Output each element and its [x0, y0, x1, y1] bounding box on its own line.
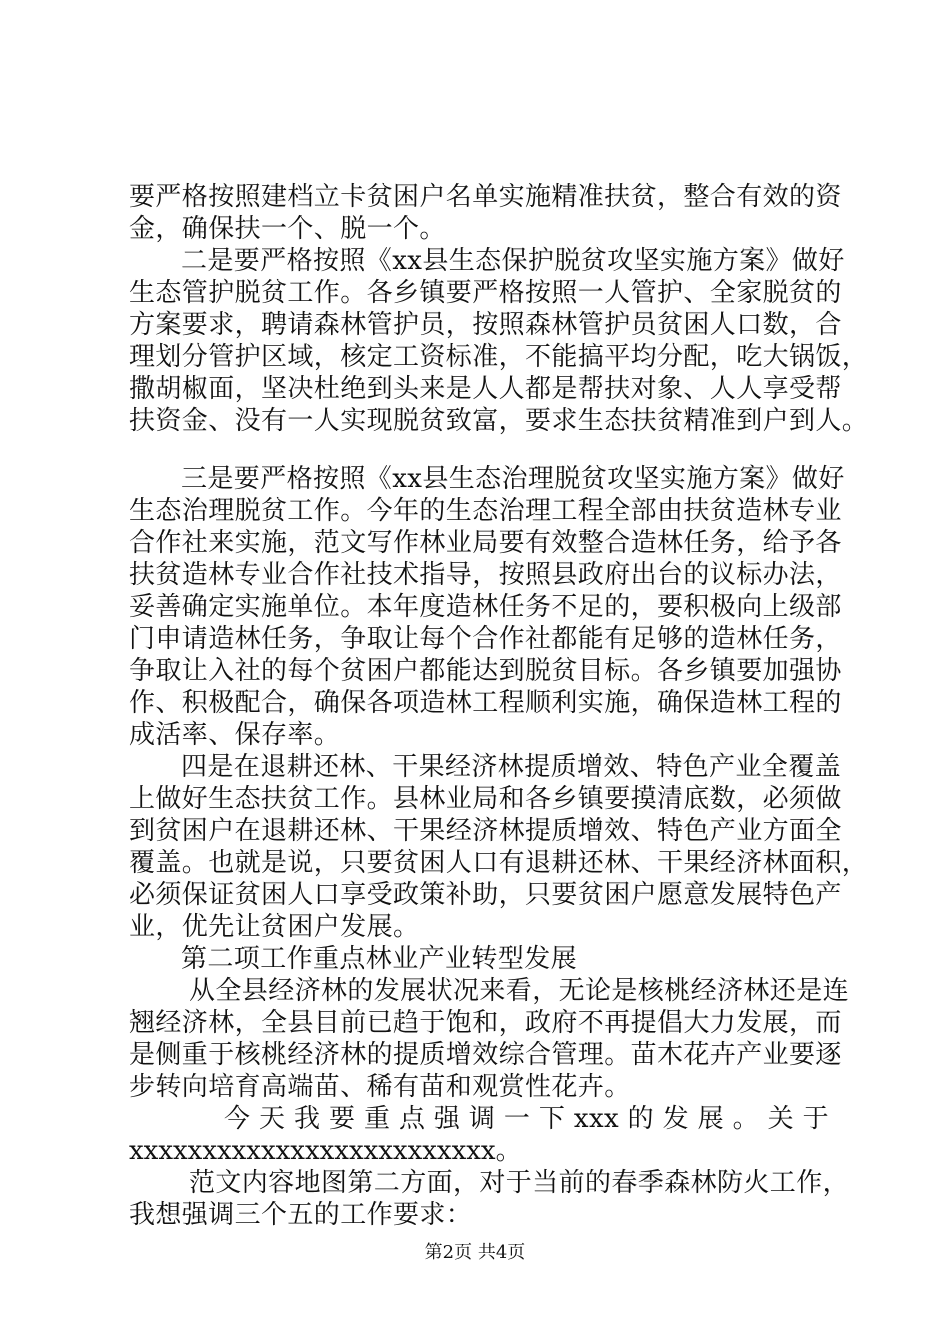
- text-line-31: 范文内容地图第二方面，对于当前的春季森林防火工作，: [189, 1168, 850, 1198]
- text-line-1: 要严格按照建档立卡贫困户名单实施精准扶贫，整合有效的资: [129, 182, 842, 212]
- text-line-28: 步转向培育高端苗、稀有苗和观赏性花卉。: [129, 1072, 631, 1102]
- text-line-25: 从全县经济林的发展状况来看，无论是核桃经济林还是连: [189, 976, 850, 1006]
- text-line-21: 覆盖。也就是说，只要贫困人口有退耕还林、干果经济林面积，: [129, 848, 869, 878]
- text-line-20: 到贫困户在退耕还林、干果经济林提质增效、特色产业方面全: [129, 816, 842, 846]
- text-line-26: 翘经济林，全县目前已趋于饱和，政府不再提倡大力发展，而: [129, 1008, 842, 1038]
- text-line-6: 理划分管护区域，核定工资标准，不能搞平均分配，吃大锅饭，: [129, 342, 869, 372]
- text-line-3: 二是要严格按照《xx县生态保护脱贫攻坚实施方案》做好: [181, 246, 845, 276]
- text-line-12: 扶贫造林专业合作社技术指导，按照县政府出台的议标办法，: [129, 560, 842, 590]
- text-line-11: 合作社来实施，范文写作林业局要有效整合造林任务，给予各: [129, 528, 842, 558]
- text-line-19: 上做好生态扶贫工作。县林业局和各乡镇要摸清底数，必须做: [129, 784, 842, 814]
- text-line-9: 三是要严格按照《xx县生态治理脱贫攻坚实施方案》做好: [181, 464, 845, 494]
- text-line-5: 方案要求，聘请森林管护员，按照森林管护员贫困人口数，合: [129, 310, 842, 340]
- text-line-17: 成活率、保存率。: [129, 720, 341, 750]
- page-footer: 第2页 共4页: [424, 1242, 526, 1263]
- text-line-27: 是侧重于核桃经济林的提质增效综合管理。苗木花卉产业要逐: [129, 1040, 842, 1070]
- text-line-4: 生态管护脱贫工作。各乡镇要严格按照一人管护、全家脱贫的: [129, 278, 842, 308]
- text-line-7: 撒胡椒面，坚决杜绝到头来是人人都是帮扶对象、人人享受帮: [129, 374, 842, 404]
- text-line-14: 门申请造林任务，争取让每个合作社都能有足够的造林任务，: [129, 624, 842, 654]
- text-line-8: 扶资金、没有一人实现脱贫致富，要求生态扶贫精准到户到人。: [129, 406, 869, 436]
- text-line-16: 作、积极配合，确保各项造林工程顺利实施，确保造林工程的: [129, 688, 842, 718]
- text-line-29: 今天我要重点强调一下xxx的发展。关于: [224, 1104, 829, 1134]
- text-line-18: 四是在退耕还林、干果经济林提质增效、特色产业全覆盖: [181, 752, 842, 782]
- text-line-13: 妥善确定实施单位。本年度造林任务不足的，要积极向上级部: [129, 592, 842, 622]
- section-heading: 第二项工作重点林业产业转型发展: [181, 944, 578, 974]
- text-line-2: 金，确保扶一个、脱一个。: [129, 214, 446, 244]
- text-line-22: 必须保证贫困人口享受政策补助，只要贫困户愿意发展特色产: [129, 880, 842, 910]
- text-line-23: 业，优先让贫困户发展。: [129, 912, 420, 942]
- text-line-30: xxxxxxxxxxxxxxxxxxxxxxxxx。: [129, 1136, 522, 1166]
- text-line-32: 我想强调三个五的工作要求：: [129, 1200, 473, 1230]
- text-line-15: 争取让入社的每个贫困户都能达到脱贫目标。各乡镇要加强协: [129, 656, 842, 686]
- text-line-10: 生态治理脱贫工作。今年的生态治理工程全部由扶贫造林专业: [129, 496, 842, 526]
